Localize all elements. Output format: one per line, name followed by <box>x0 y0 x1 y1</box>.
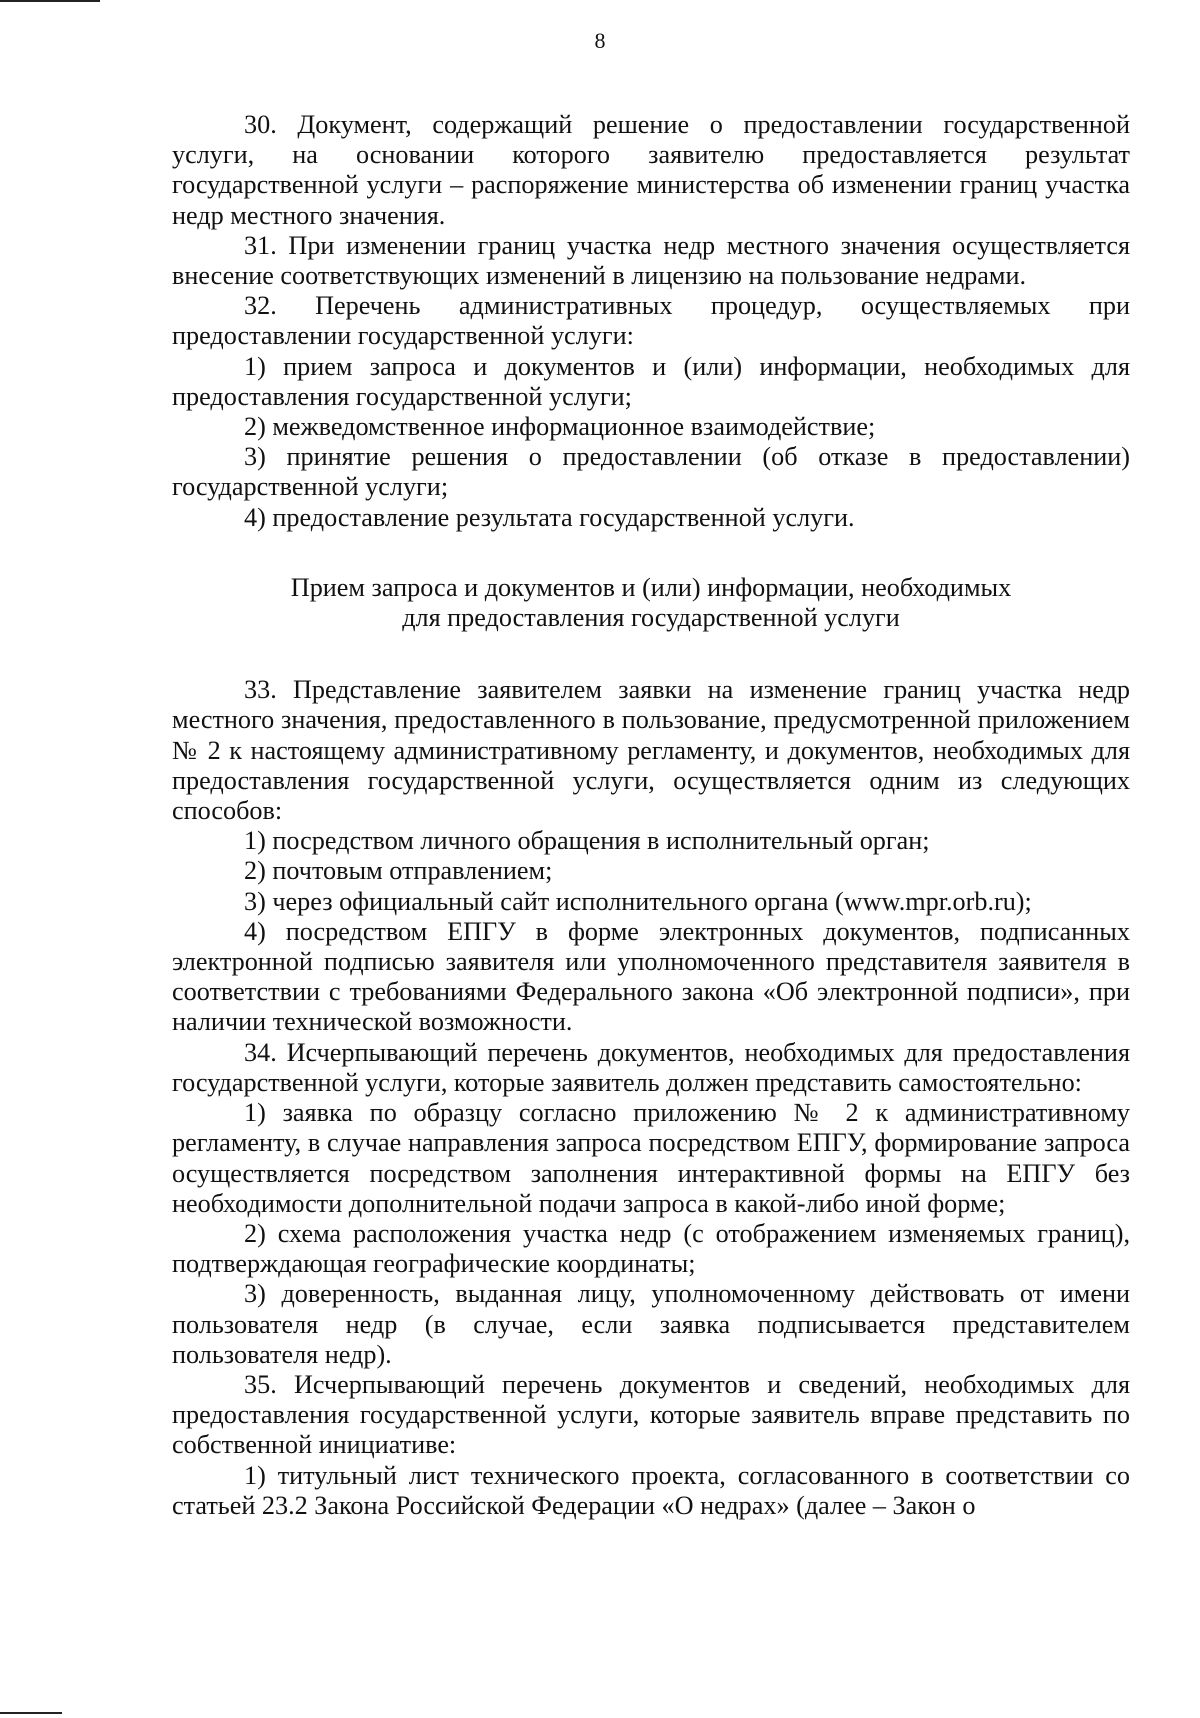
list-item-32-2: 2) межведомственное информационное взаимодействие; <box>244 412 876 442</box>
list-item-33-3: 3) через официальный сайт исполнительного органа (www.mpr.orb.ru); <box>244 886 1032 916</box>
paragraph-32: 32. Перечень административных процедур, осуществляемых при предоставлении государственной услуги: <box>172 291 1130 351</box>
section-heading-line-1: Прием запроса и документов и (или) информации, необходимых <box>290 572 1012 602</box>
section-heading <box>172 573 1130 633</box>
paragraph-35: 35. Исчерпывающий перечень документов и сведений, необходимых для предоставления государственной услуги, которые заявитель вправе представить по собственной инициативе: <box>172 1369 1130 1460</box>
list-item-32-4: 4) предоставление результата государственной услуги. <box>244 502 855 532</box>
scan-edge-mark-bottom-left <box>0 1712 62 1714</box>
paragraph-34: 34. Исчерпывающий перечень документов, необходимых для предоставления государственной услуги, которые заявитель должен представить самостоятельно: <box>172 1037 1130 1097</box>
paragraph-30: 30. Документ, содержащий решение о предоставлении государственной услуги, на основании которого заявителю предоставляется результат государственной услуги – распоряжение министерства об изменении границ участка недр местного значения. <box>172 110 1130 230</box>
scan-edge-mark-top-left <box>0 0 100 2</box>
list-item-35-1: 1) титульный лист технического проекта, согласованного в соответствии со статьей 23.2 Закона Российской Федерации «О недрах» (далее – Закон о <box>172 1460 1130 1520</box>
document-body <box>172 110 1130 1521</box>
list-item-33-1: 1) посредством личного обращения в исполнительный орган; <box>244 826 930 856</box>
list-item-32-3: 3) принятие решения о предоставлении (об отказе в предоставлении) государственной услуги; <box>172 442 1130 502</box>
page-number: 8 <box>594 28 606 53</box>
list-item-34-3: 3) доверенность, выданная лицу, уполномоченному действовать от имени пользователя недр (в случае, если заявка подписывается представителем пользователя недр). <box>172 1279 1130 1369</box>
paragraph-33: 33. Представление заявителем заявки на изменение границ участка недр местного значения, предоставленного в пользование, предусмотренной приложением № 2 к настоящему административному регламенту, и документов, необходимых для предоставления государственной услуги, осуществляется одним из следующих способов: <box>172 675 1130 826</box>
list-item-34-1: 1) заявка по образцу согласно приложению № 2 к административному регламенту, в случае направления запроса посредством ЕПГУ, формирование запроса осуществляется посредством заполнения интерактивной формы на ЕПГУ без необходимости дополнительной подачи запроса в какой-либо иной форме; <box>172 1098 1130 1218</box>
list-item-34-2: 2) схема расположения участка недр (с отображением изменяемых границ), подтверждающая географические координаты; <box>172 1218 1130 1279</box>
list-item-33-2: 2) почтовым отправлением; <box>244 856 553 886</box>
list-item-32-1: 1) прием запроса и документов и (или) информации, необходимых для предоставления государственной услуги; <box>172 351 1130 411</box>
list-item-33-4: 4) посредством ЕПГУ в форме электронных документов, подписанных электронной подписью заявителя или уполномоченного представителя заявителя в соответствии с требованиями Федерального закона «Об электронной подписи», при наличии технической возможности. <box>172 916 1130 1037</box>
paragraph-31: 31. При изменении границ участка недр местного значения осуществляется внесение соответствующих изменений в лицензию на пользование недрами. <box>172 230 1130 291</box>
section-heading-line-2: для предоставления государственной услуги <box>402 603 900 633</box>
